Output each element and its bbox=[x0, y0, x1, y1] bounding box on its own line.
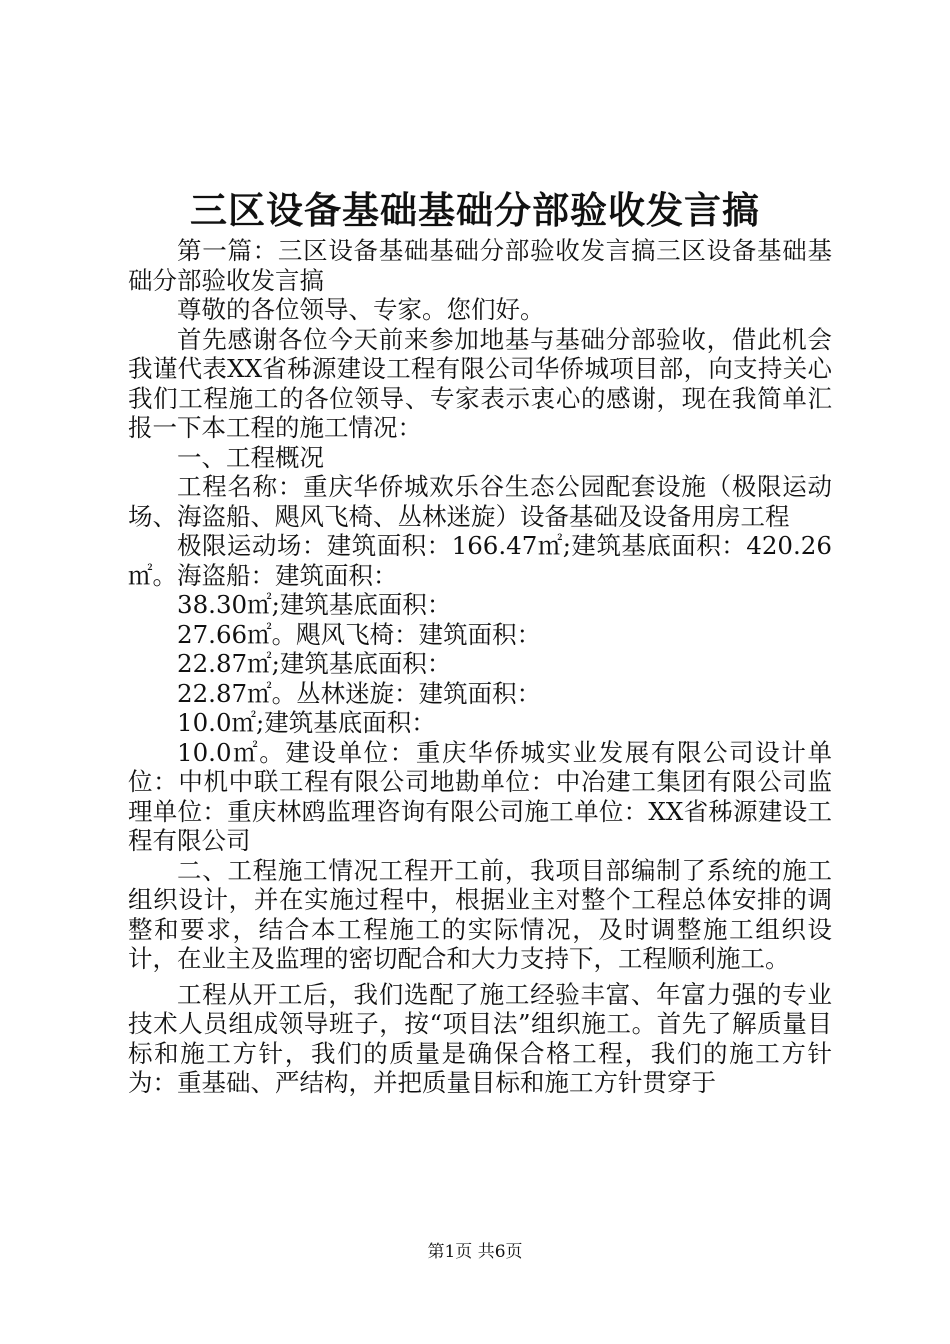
paragraph-project-name: 工程名称：重庆华侨城欢乐谷生态公园配套设施（极限运动场、海盗船、飓风飞椅、丛林迷旋）设备基础及设备用房工程 bbox=[128, 472, 832, 531]
paragraph-area-swing-chair: 27.66㎡。飓风飞椅：建筑面积： bbox=[177, 619, 542, 649]
page-footer: 第1页 共6页 bbox=[427, 1242, 523, 1262]
paragraph-greeting: 尊敬的各位领导、专家。您们好。 bbox=[177, 295, 545, 324]
paragraph-area-jungle: 22.87㎡。丛林迷旋：建筑面积： bbox=[177, 678, 542, 708]
paragraph-area-jungle-base: 10.0㎡;建筑基底面积： bbox=[177, 708, 436, 737]
paragraph-team: 工程从开工后，我们选配了施工经验丰富、年富力强的专业技术人员组成领导班子，按“项目法”组织施工。首先了解质量目标和施工方针，我们的质量是确保合格工程，我们的施工方针为：重基础、严结构，并把质量目标和施工方针贯穿于 bbox=[128, 979, 832, 1097]
paragraph-area-extreme-sports: 极限运动场：建筑面积：166.47㎡;建筑基底面积：420.26㎡。海盗船：建筑面积： bbox=[128, 531, 832, 590]
paragraph-intro: 第一篇：三区设备基础基础分部验收发言搞三区设备基础基础分部验收发言搞 bbox=[128, 236, 832, 295]
paragraph-units: 10.0㎡。建设单位：重庆华侨城实业发展有限公司设计单位：中机中联工程有限公司地勘单位：中冶建工集团有限公司监理单位：重庆林鸥监理咨询有限公司施工单位：XX省秭源建设工程有限公司 bbox=[128, 737, 832, 855]
paragraph-construction-status: 二、工程施工情况工程开工前，我项目部编制了系统的施工组织设计，并在实施过程中，根据业主对整个工程总体安排的调整和要求，结合本工程施工的实际情况，及时调整施工组织设计，在业主及监理的密切配合和大力支持下，工程顺利施工。 bbox=[128, 855, 832, 973]
paragraph-thanks: 首先感谢各位今天前来参加地基与基础分部验收，借此机会我谨代表XX省秭源建设工程有限公司华侨城项目部，向支持关心我们工程施工的各位领导、专家表示衷心的感谢，现在我简单汇报一下本工程的施工情况： bbox=[128, 324, 832, 442]
paragraph-area-swing-chair-base: 22.87㎡;建筑基底面积： bbox=[177, 649, 452, 678]
paragraph-area-pirate-ship: 38.30㎡;建筑基底面积： bbox=[177, 590, 452, 619]
section-heading-overview: 一、工程概况 bbox=[177, 442, 324, 472]
document-title: 三区设备基础基础分部验收发言搞 bbox=[190, 188, 760, 232]
document-body bbox=[128, 236, 832, 1098]
